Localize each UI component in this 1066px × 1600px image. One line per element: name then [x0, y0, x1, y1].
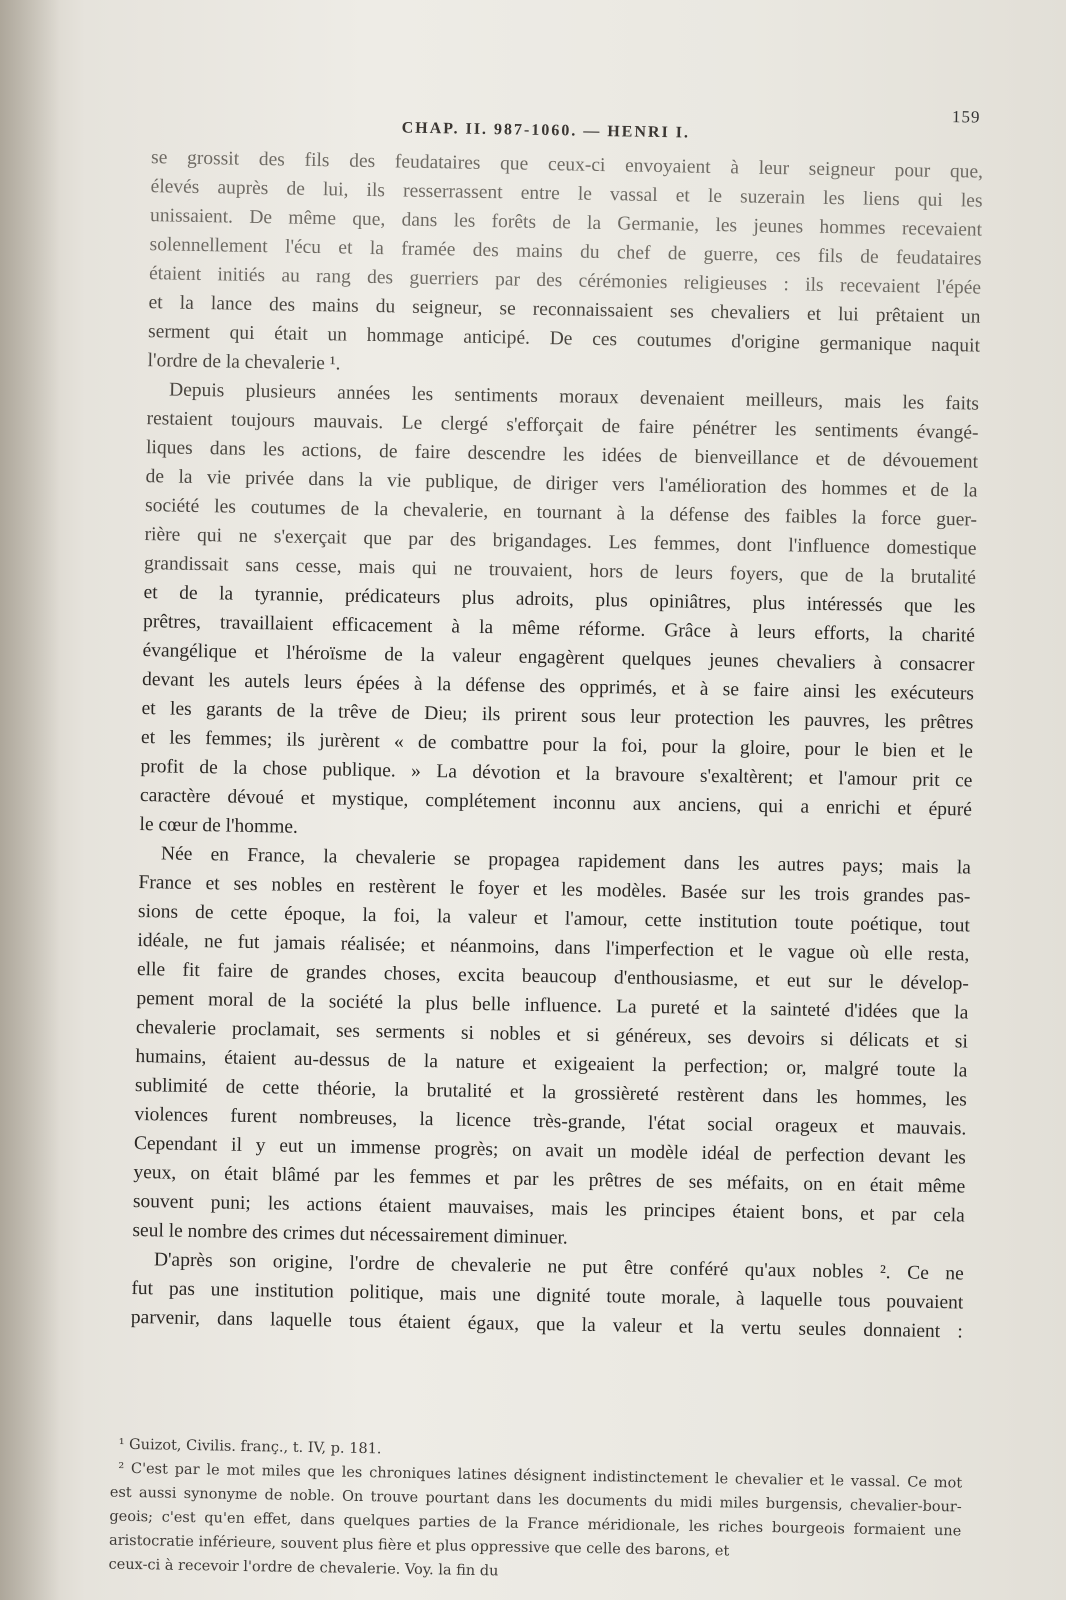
footnote-2-line: ² C'est par le mot miles que les chroniques latines désignent indistinctement le chevalier et le vassal. Ce mot: [118, 1460, 963, 1492]
text-line: Née en France, la chevalerie se propagea rapidement dans les autres pays; mais la: [160, 843, 972, 879]
text-line: seul le nombre des crimes dut nécessairement diminuer.: [132, 1219, 568, 1249]
paragraph-1: [147, 143, 983, 389]
text-line: D'après son origine, l'ordre de chevalerie ne put être conféré qu'aux nobles ². Ce ne: [153, 1249, 964, 1285]
footnote-2-line: geois; c'est qu'en effet, dans quelques parties de la France méridionale, les riches bourgeois formaient une: [109, 1508, 962, 1540]
text-line: pement moral de la société la plus belle influence. La pureté et la sainteté d'idées que la: [136, 987, 969, 1024]
text-line: le cœur de l'homme.: [139, 814, 299, 838]
text-line: de la vie privée dans la vie publique, de diriger vers l'amélioration des hommes et de la: [145, 466, 978, 502]
text-line: fut pas une institution politique, mais une dignité toute morale, à laquelle tous pouvaient: [131, 1277, 964, 1314]
text-line: grandissait sans cesse, mais qui ne trouvaient, hors de leurs foyers, que de la brutalité: [143, 553, 977, 589]
text-line: souvent puni; les actions étaient mauvaises, mais les principes étaient bons, et par cela: [132, 1190, 965, 1227]
text-line: sublimité de cette théorie, la brutalité et la grossièreté restèrent dans les hommes, les: [134, 1074, 968, 1111]
text-line: et de la tyrannie, prédicateurs plus adroits, plus opiniâtres, plus intéressés que les: [143, 582, 976, 618]
text-line: yeux, on était blâmé par les femmes et par les prêtres de ses méfaits, on en était même: [133, 1161, 966, 1198]
footnotes: [108, 1433, 962, 1592]
text-line: humains, étaient au-dessus de la nature et exigeaient la perfection; or, malgré toute la: [135, 1045, 968, 1082]
page-number: 159: [951, 107, 981, 127]
text-line: idéale, ne fut jamais réalisée; et néanmoins, dans l'imperfection et le vague où elle resta,: [137, 929, 970, 966]
paragraph-4: [131, 1245, 964, 1347]
text-line: elle fit faire de grandes choses, excita beaucoup d'enthousiasme, et eut sur le dévelop-: [136, 958, 970, 995]
text-line: société les coutumes de la chevalerie, en tournant à la défense des faibles la force guer-: [144, 495, 978, 531]
text-line: et les garants de la trêve de Dieu; ils prirent sous leur protection les pauvres, les prêtres: [141, 698, 974, 734]
text-line: profit de la chose publique. » La dévotion et la bravoure s'exaltèrent; et l'amour prit ce: [140, 756, 973, 792]
footnote-2-line: est aussi synonyme de noble. On trouve pourtant dans les documents du midi miles burgensis, chevalier-bour-: [109, 1484, 962, 1516]
text-line: violences furent nombreuses, la licence très-grande, l'état social orageux et mauvais.: [134, 1103, 967, 1140]
text-line: et les femmes; ils jurèrent « de combattre pour la foi, pour la gloire, pour le bien et le: [140, 727, 974, 763]
text-line: Cependant il y eut un immense progrès; on avait un modèle idéal de perfection devant les: [133, 1132, 967, 1169]
text-line: se grossit des fils des feudataires que ceux-ci envoyaient à leur seigneur pour que,: [150, 147, 984, 183]
running-head: CHAP. II. 987-1060. — HENRI I.: [401, 119, 691, 142]
text-line: caractère dévoué et mystique, complétement inconnu aux anciens, qui a enrichi et épuré: [139, 785, 973, 821]
footnote-2-line: aristocratie inférieure, souvent plus fière et plus oppressive que celle des barons, et: [108, 1532, 730, 1560]
text-line: devant les autels leurs épées à la défense des opprimés, et à se faire ainsi les exécuteurs: [141, 669, 975, 705]
text-line: sions de cette époque, la foi, la valeur et l'amour, cette institution toute poétique, tout: [137, 901, 971, 937]
footnote-2-line: ceux-ci à recevoir l'ordre de chevalerie. Voy. la fin du: [108, 1556, 499, 1580]
text-line: solennellement l'écu et la framée des mains du chef de guerre, ces fils de feudataires: [149, 234, 982, 270]
paragraph-3: [132, 839, 971, 1259]
body-text: [131, 143, 984, 1346]
text-line: liques dans les actions, de faire descendre les idées de bienveillance et de dévouement: [145, 437, 979, 473]
text-line: unissaient. De même que, dans les forêts de la Germanie, les jeunes hommes recevaient: [149, 205, 983, 241]
text-line: restaient toujours mauvais. Le clergé s'efforçait de faire pénétrer les sentiments évangé-: [146, 408, 979, 444]
text-line: évangélique et l'héroïsme de la valeur engagèrent quelques jeunes chevaliers à consacrer: [142, 640, 975, 676]
text-line: Depuis plusieurs années les sentiments moraux devenaient meilleurs, mais les faits: [168, 379, 980, 415]
text-line: rière qui ne s'exerçait que par des brigandages. Les femmes, dont l'influence domestique: [144, 524, 977, 560]
text-line: l'ordre de la chevalerie ¹.: [147, 350, 341, 375]
paragraph-2: [139, 375, 979, 853]
text-line: et la lance des mains du seigneur, se reconnaissaient ses chevaliers et lui prêtaient un: [148, 292, 981, 328]
text-line: parvenir, dans laquelle tous étaient égaux, que la valeur et la vertu seules donnaient :: [130, 1306, 963, 1343]
text-line: France et ses nobles en restèrent le foyer et les modèles. Basée sur les trois grandes pas-: [138, 872, 971, 908]
text-line: serment qui était un hommage anticipé. De ces coutumes d'origine germanique naquit: [147, 321, 981, 357]
text-line: chevalerie proclamait, ses serments si nobles et si généreux, ses devoirs si délicats et si: [135, 1016, 969, 1053]
text-line: élevés auprès de lui, ils resserrassent entre le vassal et le suzerain les liens qui les: [150, 176, 983, 212]
text-line: étaient initiés au rang des guerriers par des cérémonies religieuses : ils recevaient l'épée: [148, 263, 982, 299]
text-line: prêtres, travaillaient efficacement à la même réforme. Grâce à leurs efforts, la charité: [142, 611, 976, 647]
footnote-1: ¹ Guizot, Civilis. franç., t. IV, p. 181.: [118, 1436, 382, 1458]
